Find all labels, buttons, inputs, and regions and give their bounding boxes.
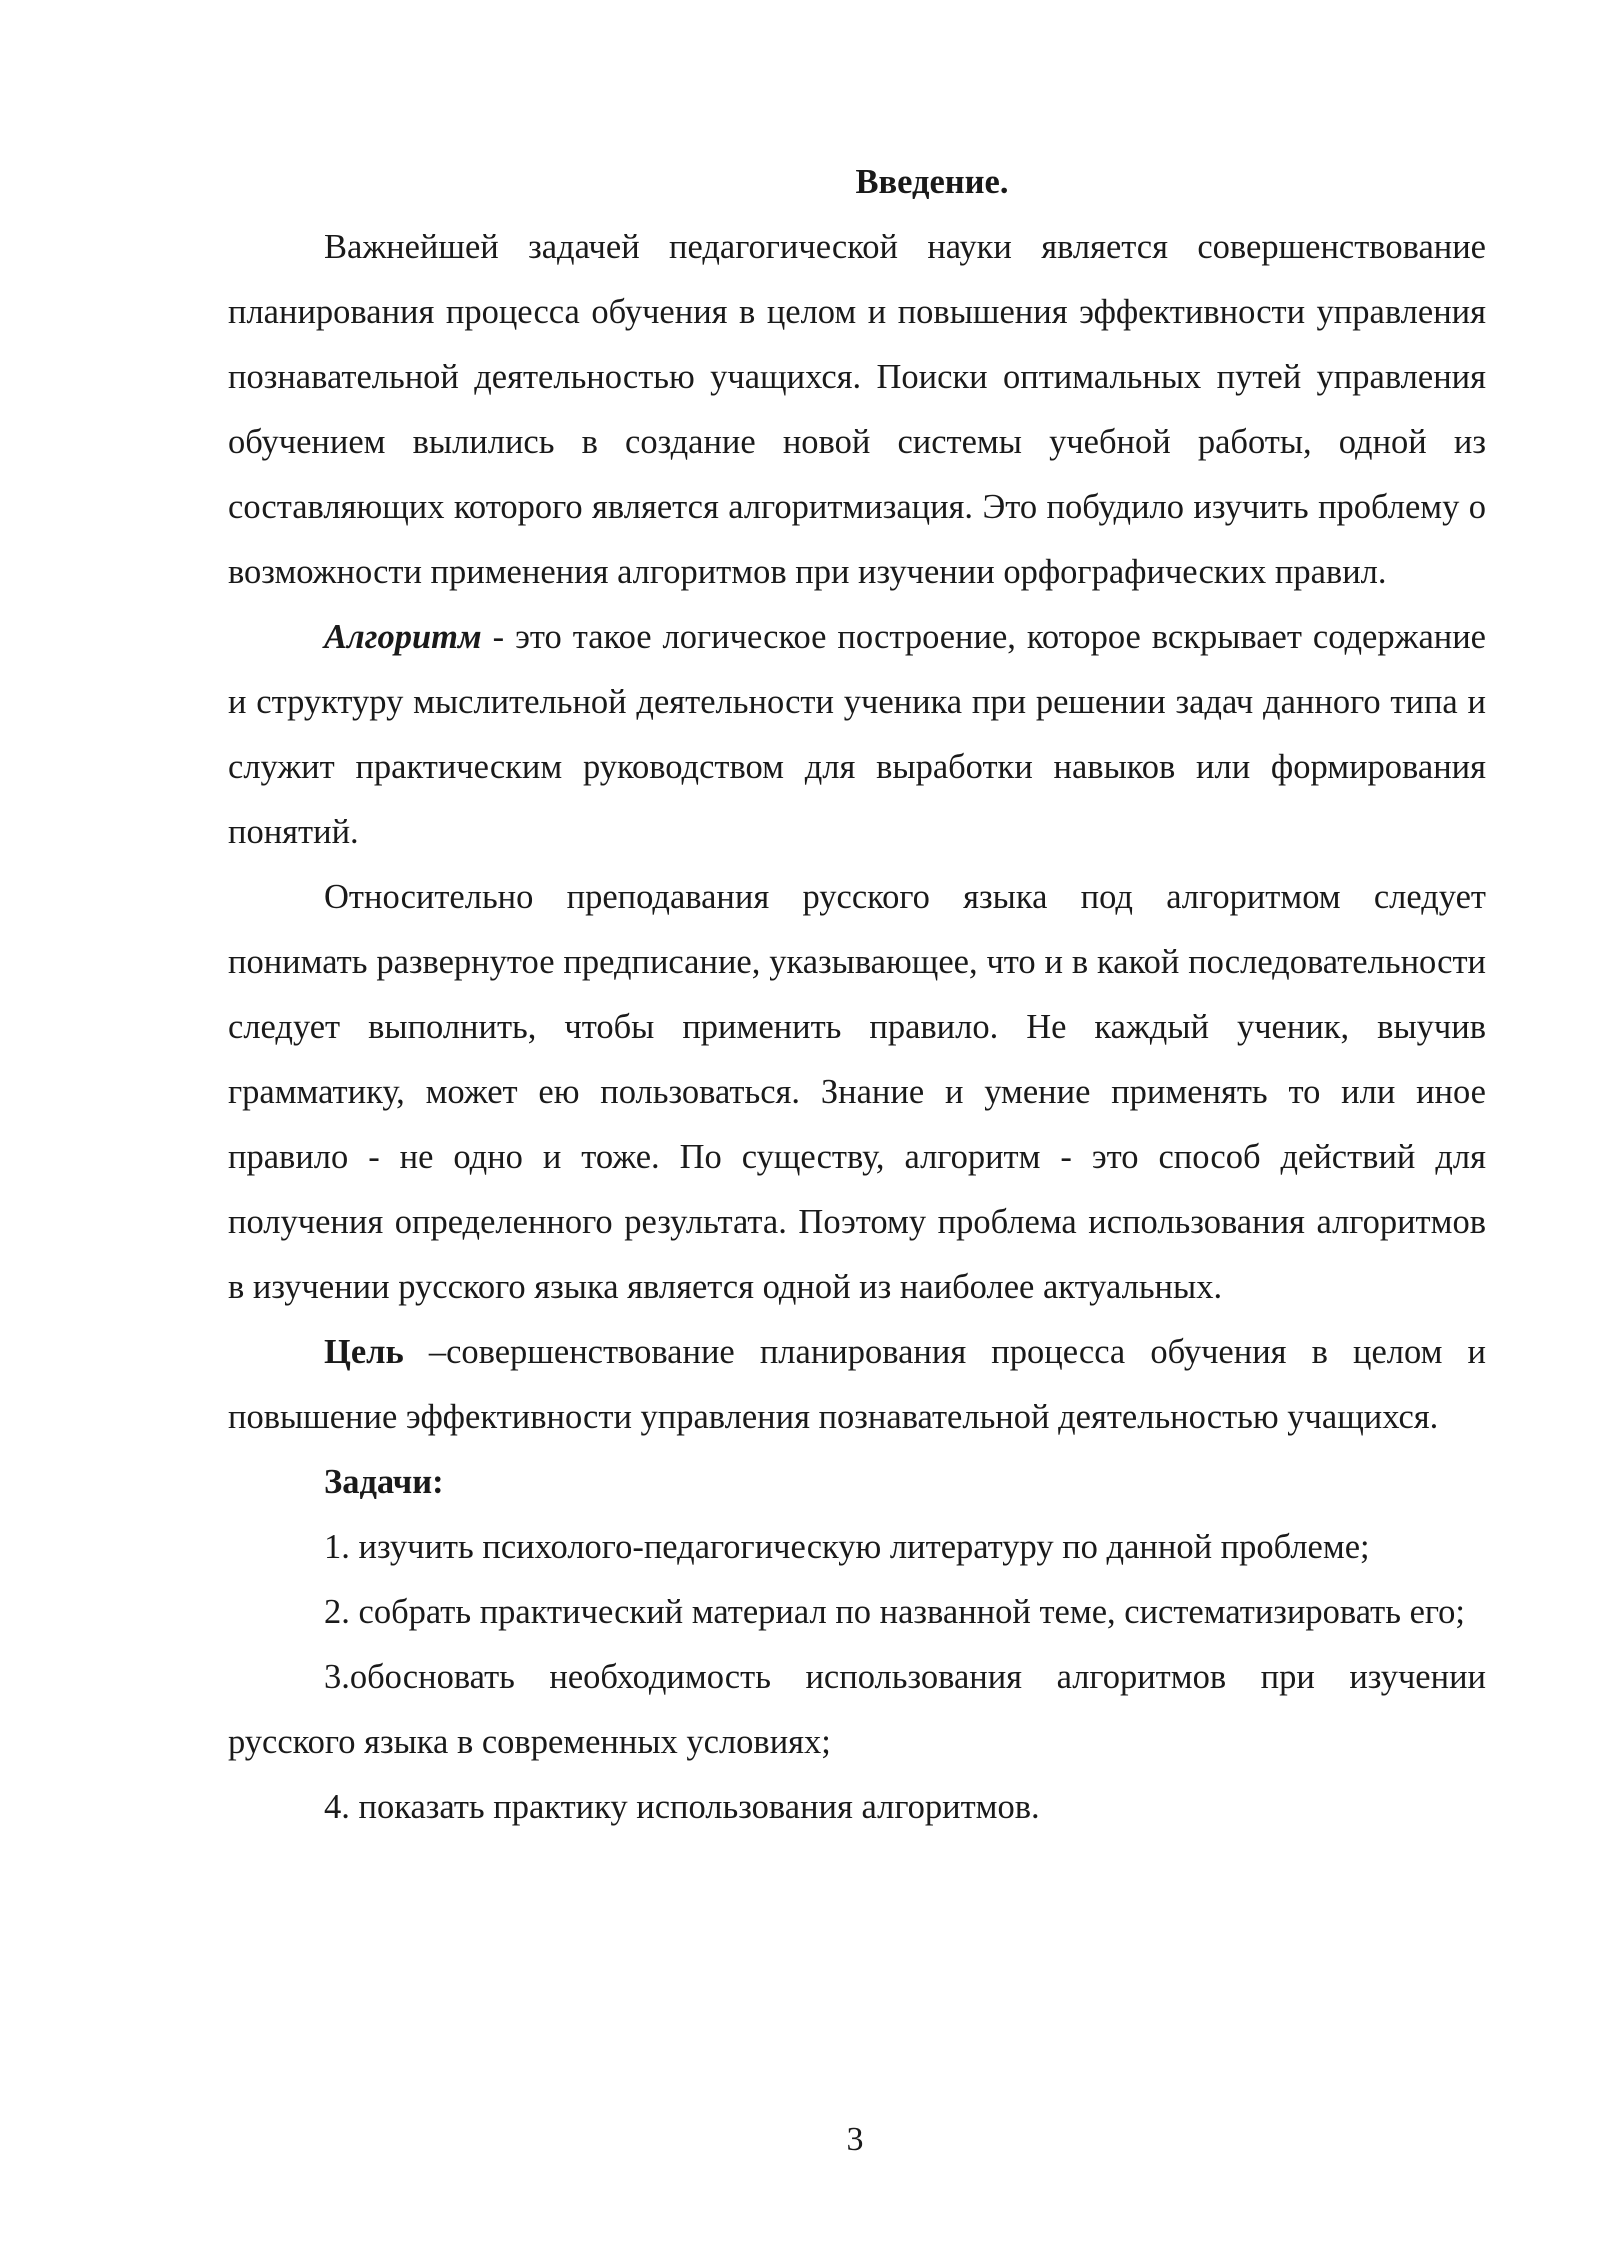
russian-language-paragraph: Относительно преподавания русского языка под алгоритмом следует понимать развернутое предписание, указывающее, что и в какой последовательности следует выполнить, чтобы применить правило. Не каждый ученик, выучив грамматику, может ею пользоваться. Знание и умение применять то или иное правило - не одно и тоже. По существу, алгоритм - это способ действий для получения определенного результата. Поэтому проблема использования алгоритмов в изучении русского языка является одной из наиболее актуальных. <box>228 878 1486 1306</box>
task-item-3: 3.обосновать необходимость использования алгоритмов при изучении русского языка в современных условиях; <box>228 1658 1486 1761</box>
task-item-1: 1. изучить психолого-педагогическую литературу по данной проблеме; <box>324 1528 1370 1566</box>
document-title: Введение. <box>855 163 1009 201</box>
tasks-heading: Задачи: <box>324 1463 444 1501</box>
task-item-4: 4. показать практику использования алгоритмов. <box>324 1788 1040 1826</box>
goal-text: –совершенствование планирования процесса обучения в целом и повышение эффективности управления познавательной деятельностью учащихся. <box>228 1333 1486 1436</box>
algorithm-term: Алгоритм <box>324 618 482 656</box>
algorithm-definition-text: - это такое логическое построение, которое вскрывает содержание и структуру мыслительной деятельности ученика при решении задач данного типа и служит практическим руководством для выработки навыков или формирования понятий. <box>228 618 1486 851</box>
page-number: 3 <box>846 2121 864 2158</box>
task-item-2: 2. собрать практический материал по названной теме, систематизировать его; <box>324 1593 1466 1631</box>
goal-term: Цель <box>324 1333 404 1371</box>
goal-paragraph <box>228 1320 1486 1450</box>
algorithm-definition-paragraph <box>228 605 1486 865</box>
page-content <box>228 150 1486 1840</box>
intro-paragraph: Важнейшей задачей педагогической науки является совершенствование планирования процесса обучения в целом и повышения эффективности управления познавательной деятельностью учащихся. Поиски оптимальных путей управления обучением вылились в создание новой системы учебной работы, одной из составляющих которого является алгоритмизация. Это побудило изучить проблему о возможности применения алгоритмов при изучении орфографических правил. <box>228 228 1486 591</box>
